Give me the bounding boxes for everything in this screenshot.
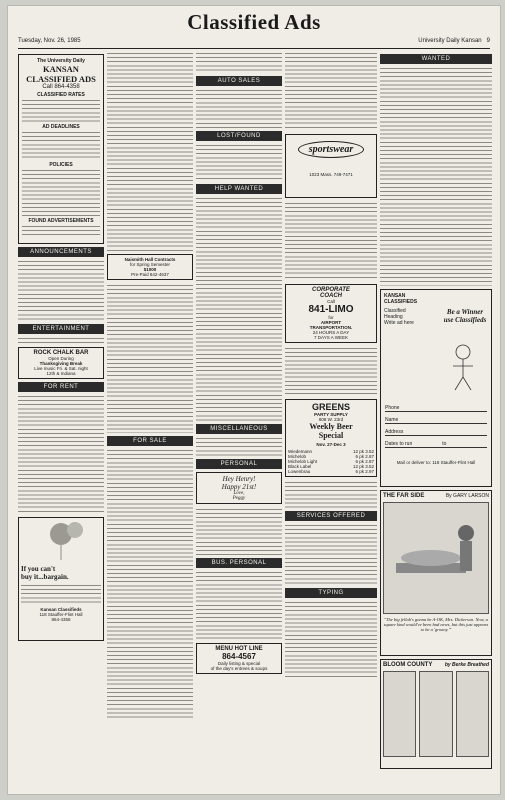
bloom-panel xyxy=(383,671,416,757)
far-side-illustration xyxy=(386,503,486,603)
beer-row: Black Label 12 pk 3.52 xyxy=(288,464,374,469)
beer-row: Lowenbrau 6 pk 2.97 xyxy=(288,469,374,474)
cartoon-figure-illustration xyxy=(445,342,481,392)
far-side-caption: "The big fellah's gonna be A-OK, Mrs. Dickerson. Now, a square kind would've been bad news, but this just appears to be a 'groany.'" xyxy=(383,617,489,632)
section-wanted: WANTED xyxy=(380,54,492,64)
bloom-panel xyxy=(419,671,452,757)
issue-date: Tuesday, Nov. 26, 1985 xyxy=(18,38,81,44)
column-5 xyxy=(380,51,492,786)
name-field[interactable]: Name xyxy=(385,417,487,424)
section-bus-personal: BUS. PERSONAL xyxy=(196,558,282,568)
column-2 xyxy=(107,51,193,786)
far-side-comic xyxy=(380,490,492,656)
winner-slogan: Be a Winner use Classifieds xyxy=(443,308,487,324)
form-fields xyxy=(385,400,487,465)
column-3 xyxy=(196,51,282,786)
column-4 xyxy=(285,51,377,786)
newspaper-page xyxy=(8,6,500,794)
section-miscellaneous: MISCELLANEOUS xyxy=(196,424,282,434)
buy-bargain-ad: If you can't buy it...bargain. Kansan Classifieds 118 Stauffer-Flint Hall 864-4358 xyxy=(18,517,104,641)
beer-row: Wiedemann 12 pk 3.52 xyxy=(288,449,374,454)
section-for-rent: FOR RENT xyxy=(18,382,104,392)
paper-name-page: University Daily Kansan 9 xyxy=(418,38,490,44)
balloons-illustration xyxy=(31,520,91,560)
menu-hotline-ad: MENU HOT LINE 864-4567 Daily listing & special of the day's entrees & soups xyxy=(196,643,282,674)
rock-chalk-ad: ROCK CHALK BAR Open During Thanksgiving Break Live music Fri. & Sat. night 12th & Indiana xyxy=(18,347,104,379)
sportswear-ad: sportswear 1023 Mass. 749-7471 xyxy=(285,134,377,198)
greens-ad: GREENS PARTY SUPPLY 808 W. 23rd Weekly Beer Special Nov. 27-Dec 3 Wiedemann 12 pk 3.52 Michelob 6 pk 2.87 Michelob Light 6 pk 2.87 Black Label 12 pk 3.52 Lowenbrau 6 pk 2.97 xyxy=(285,399,377,477)
phone-field[interactable]: Phone xyxy=(385,405,487,412)
mail-instructions: Mail or deliver to: 118 Stauffer-Flint Hall xyxy=(396,460,476,465)
section-for-sale: FOR SALE xyxy=(107,436,193,446)
section-personal: PERSONAL xyxy=(196,459,282,469)
naismith-ad: Naismith Hall Contracts for Spring Semester $1000 Pre-Paid 842-4637 xyxy=(107,254,193,280)
personal-ad: Hey Henry! Happy 21st! Love, Peggy xyxy=(196,472,282,504)
bloom-panel xyxy=(456,671,489,757)
address-field[interactable]: Address xyxy=(385,429,487,436)
kansan-rates-box: The University Daily KANSAN CLASSIFIED ADS Call 864-4358 CLASSIFIED RATES AD DEADLINES POLICIES FOUND ADVERTISEMENTS xyxy=(18,54,104,244)
section-services-offered: SERVICES OFFERED xyxy=(285,511,377,521)
section-typing: TYPING xyxy=(285,588,377,598)
section-lost-found: LOST/FOUND xyxy=(196,131,282,141)
far-side-panel xyxy=(383,502,489,614)
bloom-county-panels xyxy=(383,671,489,757)
section-auto-sales: AUTO SALES xyxy=(196,76,282,86)
order-form: KANSAN CLASSIFIEDS Classified Heading Write ad here Be a Winner use Classifieds Phone Name Address Dates to run to Mail or deliver to: 118 Stauffer-Flint Hall xyxy=(380,289,492,487)
beer-list xyxy=(288,449,374,474)
page-title: Classified Ads xyxy=(187,10,321,34)
far-side-header: THE FAR SIDE By GARY LARSON xyxy=(383,493,489,499)
section-announcements: ANNOUNCEMENTS xyxy=(18,247,104,257)
section-entertainment: ENTERTAINMENT xyxy=(18,324,104,334)
column-1 xyxy=(18,51,104,786)
dates-field[interactable]: Dates to run to xyxy=(385,441,487,448)
bloom-county-comic xyxy=(380,659,492,769)
beer-row: Michelob 6 pk 2.87 xyxy=(288,454,374,459)
section-help-wanted: HELP WANTED xyxy=(196,184,282,194)
limo-ad: CORPORATE COACH Call 841-LIMO for AIRPORT TRANSPORTATION. 24 HOURS A DAY 7 DAYS A WEEK xyxy=(285,284,377,343)
beer-row: Michelob Light 6 pk 2.87 xyxy=(288,459,374,464)
dateline xyxy=(18,38,490,49)
bloom-county-header: BLOOM COUNTY by Berke Breathed xyxy=(383,662,489,668)
